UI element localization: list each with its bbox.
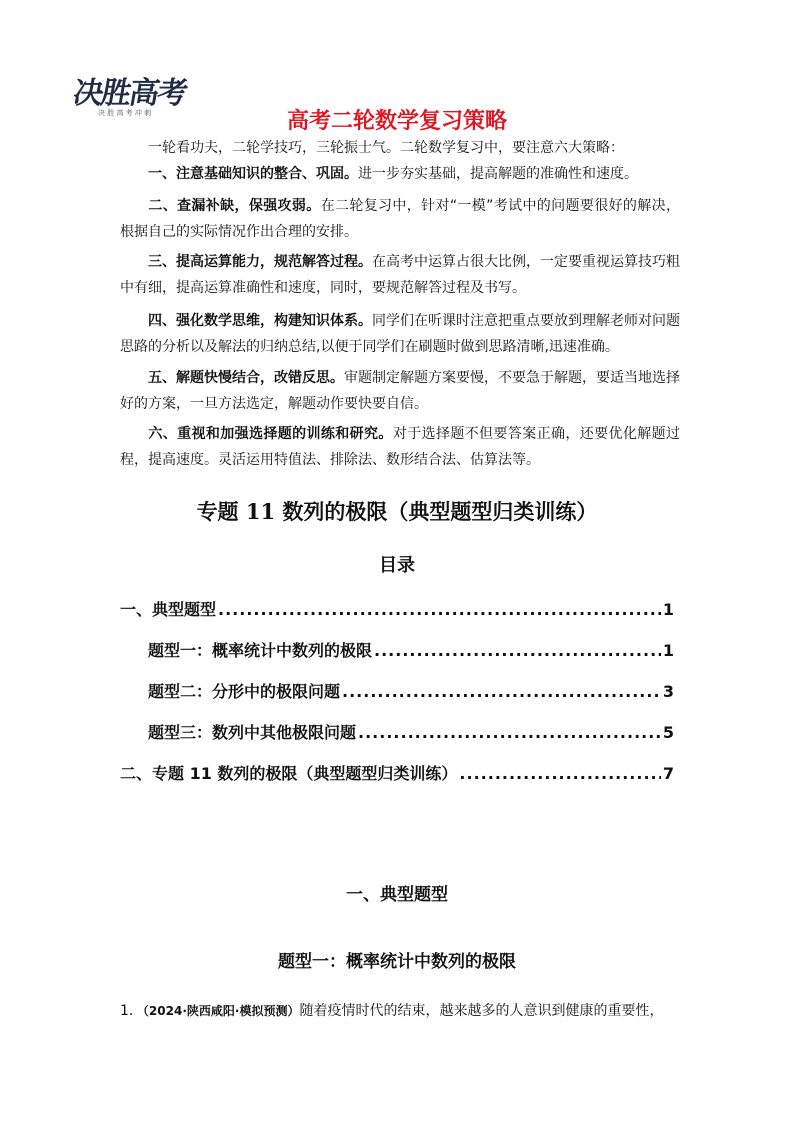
strategy-title: 高考二轮数学复习策略 <box>286 109 507 134</box>
strategy-item-body: 审题制定解题方案要慢，不要急于解题，要适当地选择好的方案，一旦方法选定，解题动作要快要自信。 <box>120 370 680 412</box>
strategy-item-body: 在二轮复习中，针对“一模”考试中的问题要很好的解决，根据自己的实际情况作出合理的安排。 <box>120 198 681 240</box>
toc-leader-dots <box>459 764 660 783</box>
toc-entry-label: 题型三：数列中其他极限问题 <box>148 723 357 742</box>
topic-title: 专题 11 数列的极限（典型题型归类训练） <box>196 499 598 524</box>
strategy-item-body: 同学们在听课时注意把重点要放到理解老师对问题思路的分析以及解法的归纳总结,以便于同学们在刷题时做到思路清晰,迅速准确。 <box>120 313 680 355</box>
strategy-item-head: 一、注意基础知识的整合、巩固。 <box>148 166 358 182</box>
toc-entry-label: 题型二：分形中的极限问题 <box>148 682 341 701</box>
strategy-item-head: 二、查漏补缺，保强攻弱。 <box>148 198 321 214</box>
strategy-item-body: 进一步夯实基础，提高解题的准确性和速度。 <box>358 166 638 182</box>
strategy-item-2 <box>120 193 680 245</box>
toc-entry[interactable] <box>148 638 674 661</box>
strategy-item-body: 对于选择题不但要答案正确，还要优化解题过程，提高速度。灵活运用特值法、排除法、数形结合法、估算法等。 <box>120 426 681 468</box>
toc-title: 目录 <box>379 555 415 576</box>
question-text: 随着疫情时代的结束，越来越多的人意识到健康的重要性， <box>299 1003 664 1019</box>
section-title: 一、典型题型 <box>346 885 448 905</box>
toc-entry[interactable] <box>120 761 674 784</box>
toc-leader-dots <box>342 682 661 701</box>
toc-leader-dots <box>358 723 661 742</box>
toc-entry-label: 一、典型题型 <box>120 600 217 619</box>
strategy-item-head: 六、重视和加强选择题的训练和研究。 <box>148 426 393 442</box>
strategy-intro-text: 一轮看功夫，二轮学技巧，三轮振士气。二轮数学复习中，要注意六大策略： <box>148 140 624 156</box>
question-source: （2024·陕西咸阳·模拟预测） <box>142 1004 300 1018</box>
logo-subtext: 决 胜 高 考 冲 刺 <box>98 109 152 117</box>
toc-entry-page: 3 <box>662 682 674 701</box>
toc-entry-page: 7 <box>662 764 674 783</box>
strategy-item-6 <box>120 421 680 473</box>
toc-entry-page: 1 <box>662 600 674 619</box>
strategy-item-5 <box>120 365 680 417</box>
strategy-intro <box>120 135 680 161</box>
toc-entry-label: 二、专题 11 数列的极限（典型题型归类训练） <box>120 764 458 783</box>
toc-entry[interactable] <box>148 679 674 702</box>
strategy-item-3 <box>120 249 680 301</box>
toc-entry[interactable] <box>120 597 674 620</box>
strategy-item-head: 五、解题快慢结合，改错反思。 <box>148 370 344 386</box>
logo-text: 决胜高考 <box>70 76 189 111</box>
strategy-item-1 <box>120 161 680 187</box>
question-number: 1． <box>120 1003 143 1019</box>
toc-leader-dots <box>218 600 661 619</box>
toc-entry-page: 5 <box>662 723 674 742</box>
strategy-item-body: 在高考中运算占很大比例，一定要重视运算技巧粗中有细，提高运算准确性和速度，同时，要规范解答过程及书写。 <box>120 254 680 296</box>
strategy-item-head: 三、提高运算能力，规范解答过程。 <box>148 254 372 270</box>
strategy-item-head: 四、强化数学思维，构建知识体系。 <box>148 313 372 329</box>
strategy-item-4 <box>120 308 680 360</box>
question-item <box>120 1000 690 1020</box>
toc-entry[interactable] <box>148 720 674 743</box>
toc-leader-dots <box>374 641 661 660</box>
subsection-title: 题型一：概率统计中数列的极限 <box>278 952 516 972</box>
toc-entry-label: 题型一：概率统计中数列的极限 <box>148 641 373 660</box>
toc-entry-page: 1 <box>662 641 674 660</box>
